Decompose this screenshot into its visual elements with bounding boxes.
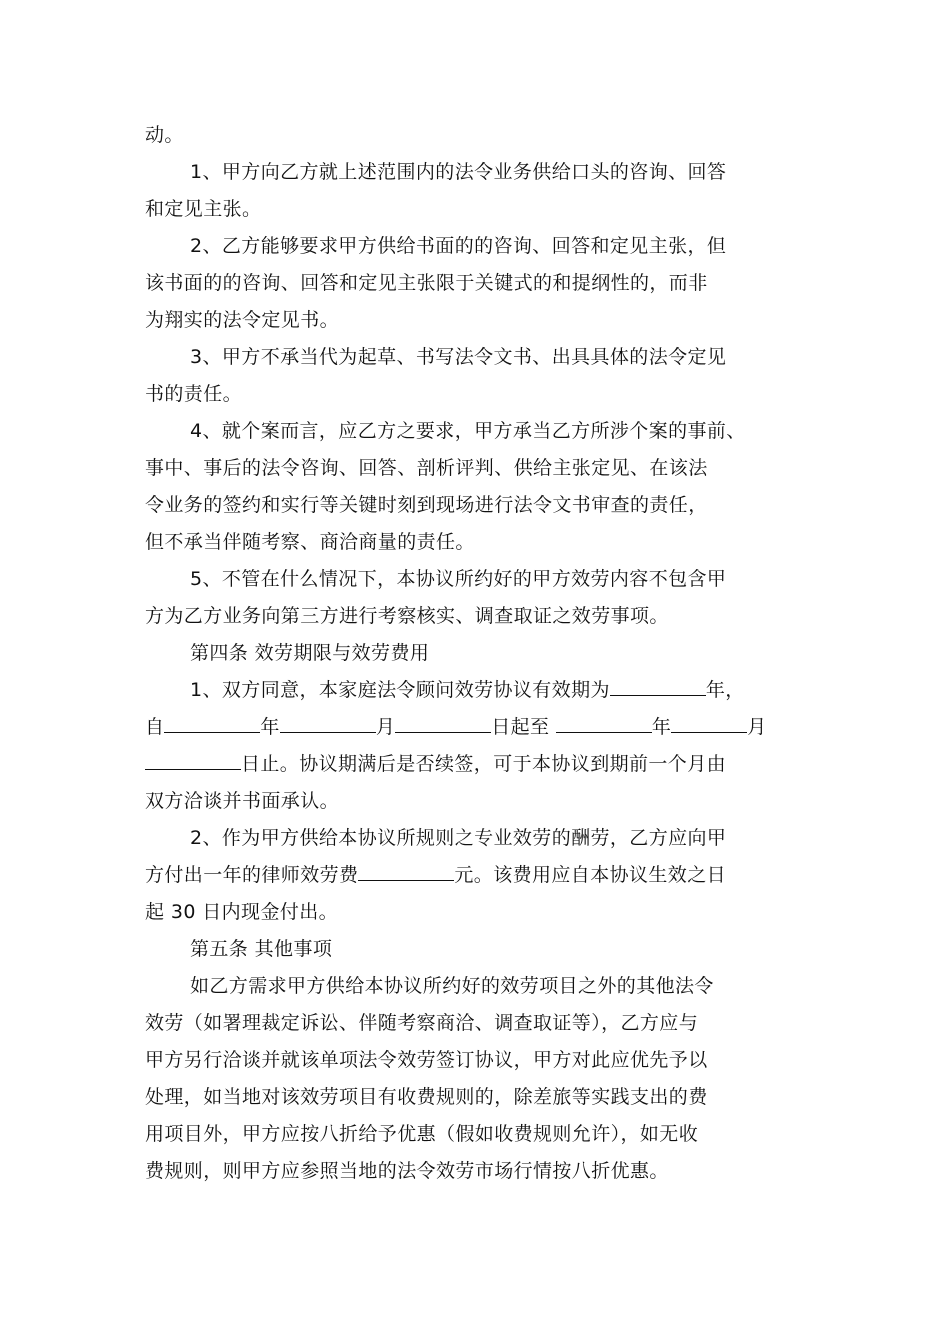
text-line: 如乙方需求甲方供给本协议所约好的效劳项目之外的其他法令 <box>190 975 714 997</box>
text-line: 书的责任。 <box>145 383 243 405</box>
term-text: 月 <box>375 716 396 738</box>
blank-field <box>280 710 376 733</box>
text-line: 费规则，则甲方应参照当地的法令效劳市场行情按八折优惠。 <box>145 1160 669 1182</box>
text-line: 为翔实的法令定见书。 <box>145 309 340 331</box>
article-heading: 第四条 效劳期限与效劳费用 <box>190 642 430 664</box>
term-line-4: 双方洽谈并书面承认。 <box>145 790 340 812</box>
text-line: 和定见主张。 <box>145 198 262 220</box>
text-line: 处理，如当地对该效劳项目有收费规则的，除差旅等实践支出的费 <box>145 1086 708 1108</box>
fee-text: 方付出一年的律师效劳费 <box>145 864 359 886</box>
text-line: 效劳（如署理裁定诉讼、伴随考察商洽、调查取证等），乙方应与 <box>145 1012 699 1034</box>
blank-field <box>164 710 260 733</box>
blank-field <box>358 858 454 881</box>
text-line: 令业务的签约和实行等关键时刻到现场进行法令文书审查的责任， <box>145 494 708 516</box>
term-text: 月 <box>747 716 767 738</box>
text-line: 甲方另行洽谈并就该单项法令效劳签订协议，甲方对此应优先予以 <box>145 1049 708 1071</box>
text-line: 3、甲方不承当代为起草、书写法令文书、出具具体的法令定见 <box>190 346 727 368</box>
term-text: 年 <box>260 716 280 738</box>
term-line-3 <box>145 747 726 781</box>
term-line-1 <box>190 673 745 707</box>
text-line: 用项目外，甲方应按八折给予优惠（假如收费规则允许），如无收 <box>145 1123 699 1145</box>
text-line: 4、就个案而言，应乙方之要求，甲方承当乙方所涉个案的事前、 <box>190 420 746 442</box>
term-text: 1、双方同意，本家庭法令顾问效劳协议有效期为 <box>190 679 610 701</box>
fee-text: 元。该费用应自本协议生效之日 <box>454 864 727 886</box>
text-line: 5、不管在什么情况下，本协议所约好的甲方效劳内容不包含甲 <box>190 568 727 590</box>
fee-line-3: 起 30 日内现金付出。 <box>145 901 339 923</box>
term-text: 年 <box>651 716 672 738</box>
term-text: 年， <box>705 679 745 701</box>
text-line: 事中、事后的法令咨询、回答、剖析评判、供给主张定见、在该法 <box>145 457 708 479</box>
term-text: 自 <box>145 716 165 738</box>
article-heading: 第五条 其他事项 <box>190 938 333 960</box>
fee-line-1: 2、作为甲方供给本协议所规则之专业效劳的酬劳，乙方应向甲 <box>190 827 727 849</box>
blank-field <box>395 710 491 733</box>
blank-field <box>145 747 241 770</box>
text-line: 方为乙方业务向第三方进行考察核实、调查取证之效劳事项。 <box>145 605 669 627</box>
text-line: 但不承当伴随考察、商洽商量的责任。 <box>145 531 475 553</box>
term-line-2 <box>145 710 767 744</box>
blank-field <box>671 710 747 733</box>
fee-line-2 <box>145 858 726 892</box>
text-line: 动。 <box>145 124 184 146</box>
text-line: 1、甲方向乙方就上述范围内的法令业务供给口头的咨询、回答 <box>190 161 727 183</box>
term-text: 日起至 <box>491 716 556 738</box>
term-text: 日止。协议期满后是否续签，可于本协议到期前一个月由 <box>241 753 727 775</box>
blank-field <box>610 673 706 696</box>
blank-field <box>556 710 652 733</box>
text-line: 2、乙方能够要求甲方供给书面的的咨询、回答和定见主张，但 <box>190 235 727 257</box>
text-line: 该书面的的咨询、回答和定见主张限于关键式的和提纲性的，而非 <box>145 272 708 294</box>
